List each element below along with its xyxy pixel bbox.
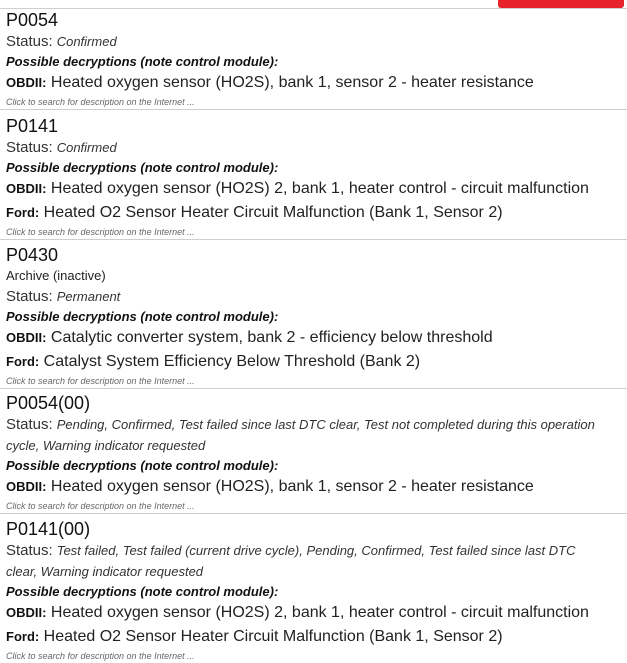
- archive-status: Archive (inactive): [6, 268, 106, 283]
- decryption-text: Heated oxygen sensor (HO2S), bank 1, sensor 2 - heater resistance: [50, 478, 534, 495]
- dtc-code: P0141: [6, 116, 59, 136]
- decryption-source: Ford:: [6, 205, 40, 220]
- status-value: Pending, Confirmed, Test failed since last DTC clear, Test not completed during this operation cycle, Warning indicator requested: [6, 417, 595, 453]
- dtc-status: [6, 31, 607, 52]
- decryption-line: [6, 601, 607, 625]
- red-tab-button[interactable]: [498, 0, 624, 8]
- decryption-line: [6, 475, 607, 499]
- dtc-code: P0054: [6, 10, 59, 30]
- decryption-source: OBDII:: [6, 181, 47, 196]
- status-value: Confirmed: [56, 140, 117, 155]
- status-value: Permanent: [56, 289, 121, 304]
- search-internet-link[interactable]: Click to search for description on the Internet ...: [6, 501, 195, 511]
- dtc-entry: [0, 518, 627, 663]
- dtc-status: [6, 540, 607, 582]
- decryption-text: Heated O2 Sensor Heater Circuit Malfunction (Bank 1, Sensor 2): [43, 204, 503, 221]
- dtc-entry: [0, 115, 627, 240]
- dtc-code: P0054(00): [6, 393, 91, 413]
- dtc-code: P0430: [6, 245, 59, 265]
- decryption-text: Catalyst System Efficiency Below Threshold (Bank 2): [43, 353, 421, 370]
- decryption-text: Heated O2 Sensor Heater Circuit Malfunction (Bank 1, Sensor 2): [43, 628, 503, 645]
- dtc-entry: [0, 9, 627, 110]
- decryption-text: Heated oxygen sensor (HO2S), bank 1, sensor 2 - heater resistance: [50, 74, 534, 91]
- possible-decryptions-label: Possible decryptions (note control module):: [6, 54, 279, 69]
- search-internet-link[interactable]: Click to search for description on the Internet ...: [6, 227, 195, 237]
- possible-decryptions-label: Possible decryptions (note control module):: [6, 309, 279, 324]
- dtc-entry: [0, 392, 627, 514]
- decryption-text: Heated oxygen sensor (HO2S) 2, bank 1, heater control - circuit malfunction: [50, 180, 589, 197]
- status-value: Test failed, Test failed (current drive cycle), Pending, Confirmed, Test failed since last DTC clear, Warning indicator requested: [6, 543, 576, 579]
- decryption-text: Catalytic converter system, bank 2 - efficiency below threshold: [50, 329, 493, 346]
- decryption-source: Ford:: [6, 629, 40, 644]
- decryption-source: OBDII:: [6, 330, 47, 345]
- dtc-status: [6, 137, 607, 158]
- dtc-code: P0141(00): [6, 519, 91, 539]
- status-label: Status:: [6, 542, 53, 559]
- search-internet-link[interactable]: Click to search for description on the Internet ...: [6, 376, 195, 386]
- possible-decryptions-label: Possible decryptions (note control module):: [6, 160, 279, 175]
- decryption-line: [6, 177, 607, 201]
- decryption-line: [6, 350, 607, 374]
- status-value: Confirmed: [56, 34, 117, 49]
- decryption-source: OBDII:: [6, 605, 47, 620]
- dtc-entry: [0, 244, 627, 389]
- status-label: Status:: [6, 416, 53, 433]
- decryption-line: [6, 625, 607, 649]
- decryption-source: Ford:: [6, 354, 40, 369]
- search-internet-link[interactable]: Click to search for description on the Internet ...: [6, 651, 195, 661]
- decryption-source: OBDII:: [6, 479, 47, 494]
- dtc-status: [6, 286, 607, 307]
- status-label: Status:: [6, 33, 53, 50]
- decryption-source: OBDII:: [6, 75, 47, 90]
- search-internet-link[interactable]: Click to search for description on the Internet ...: [6, 97, 195, 107]
- decryption-line: [6, 71, 607, 95]
- decryption-text: Heated oxygen sensor (HO2S) 2, bank 1, heater control - circuit malfunction: [50, 604, 589, 621]
- possible-decryptions-label: Possible decryptions (note control module):: [6, 458, 279, 473]
- possible-decryptions-label: Possible decryptions (note control module):: [6, 584, 279, 599]
- status-label: Status:: [6, 288, 53, 305]
- decryption-line: [6, 326, 607, 350]
- decryption-line: [6, 201, 607, 225]
- dtc-status: [6, 414, 607, 456]
- status-label: Status:: [6, 139, 53, 156]
